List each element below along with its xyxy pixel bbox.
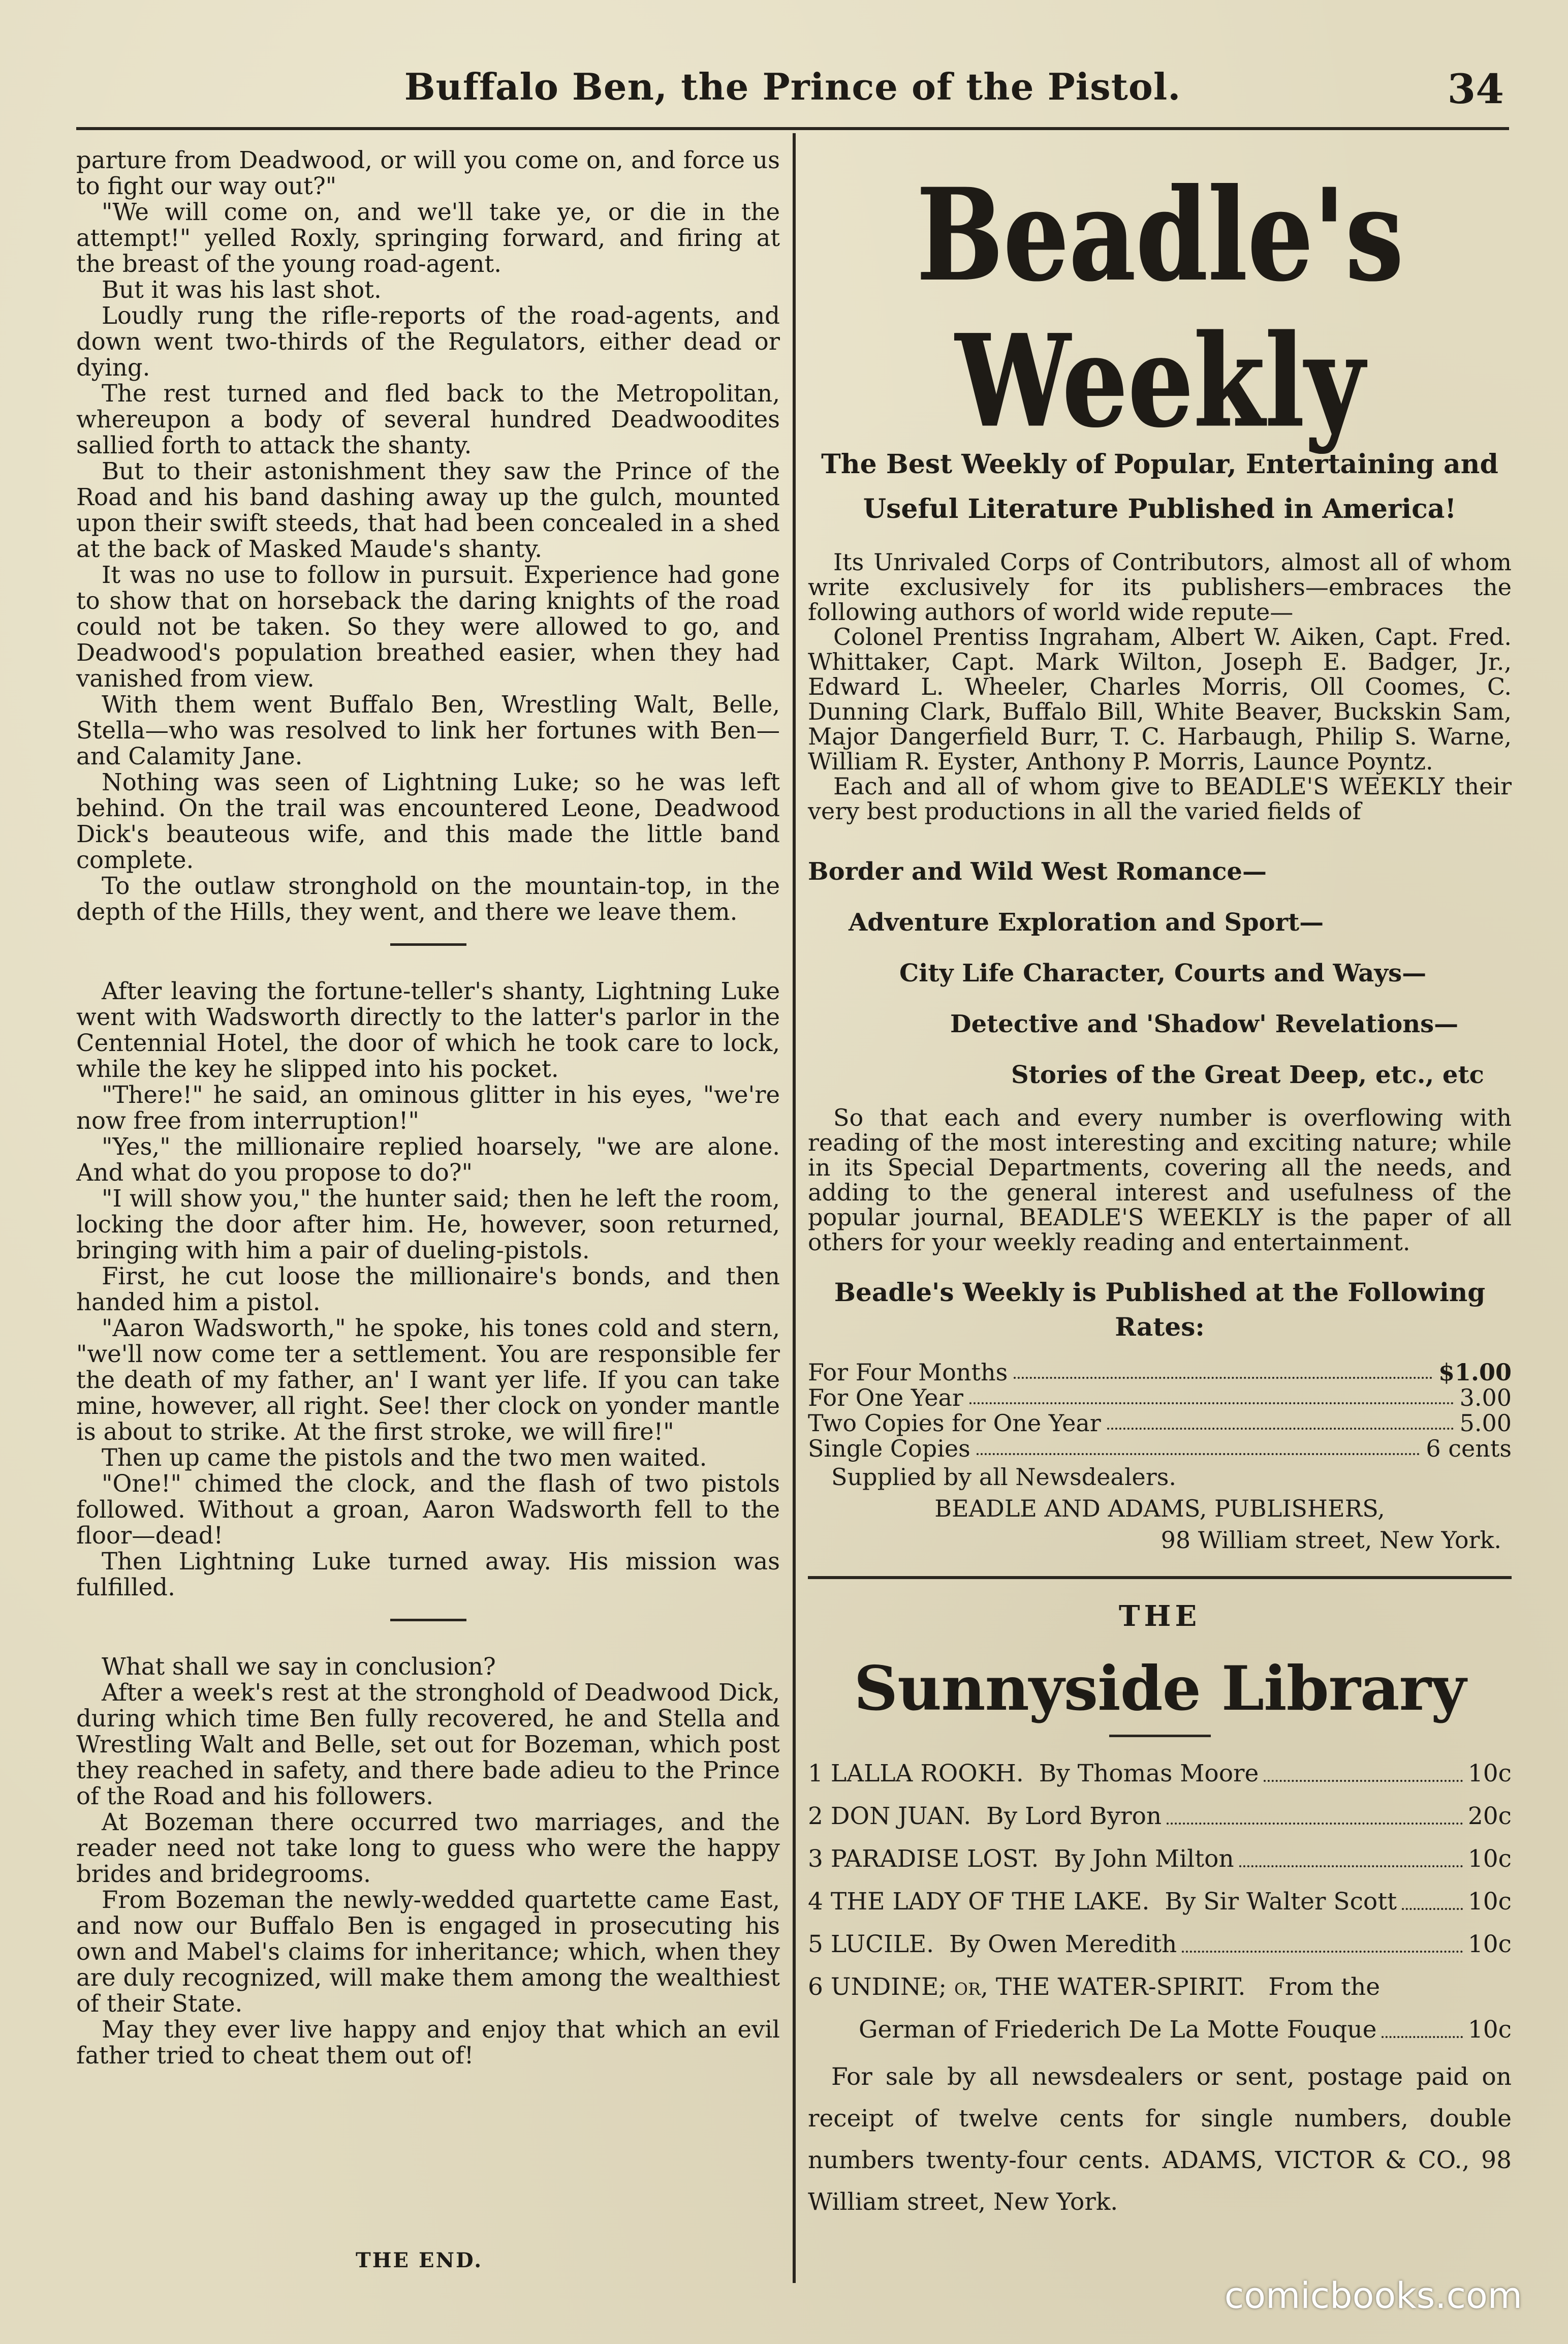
topic-line: City Life Character, Courts and Ways— (899, 959, 1427, 988)
story-paragraph: May they ever live happy and enjoy that which an evil father tried to cheat them out of! (76, 2016, 780, 2069)
item-author: From the (1268, 1973, 1381, 2001)
story-paragraph: What shall we say in conclusion? (102, 1653, 496, 1680)
library-item (808, 1923, 1512, 1966)
the-end: THE END. (356, 2248, 483, 2272)
story-paragraph: The rest turned and fled back to the Metropolitan, whereupon a body of several hundred Deadwoodites sallied forth to attack the shanty. (76, 380, 780, 459)
story-paragraph: Loudly rung the rifle-reports of the road-agents, and down went two-thirds of the Regulators, either dead or dying. (76, 302, 780, 381)
library-item (808, 1752, 1512, 1795)
ad-topics (808, 846, 1512, 1100)
column-divider (793, 133, 796, 2283)
rate-label: Single Copies (808, 1435, 970, 1462)
item-title: UNDINE; or, THE WATER-SPIRIT. (830, 1973, 1246, 2001)
item-number: 3 (808, 1845, 823, 1873)
item-author: By Thomas Moore (1039, 1760, 1259, 1787)
story-paragraph: Nothing was seen of Lightning Luke; so he was left behind. On the trail was encountered Leone, Deadwood Dick's beauteous wife, and this made the little band complete. (76, 768, 780, 874)
rate-label: For One Year (808, 1384, 963, 1411)
item-number: 6 (808, 1973, 823, 2001)
item-title: DON JUAN. (830, 1802, 971, 1830)
library-item (808, 1795, 1512, 1838)
library-item (808, 1880, 1512, 1923)
sunnyside-library-title: Sunnyside Library (854, 1653, 1466, 1724)
rate-price: $1.00 (1438, 1359, 1512, 1386)
item-price: 20c (1467, 1802, 1512, 1830)
dot-leader (1382, 2009, 1462, 2038)
ad-authors: Colonel Prentiss Ingraham, Albert W. Aiken, Capt. Fred. Whittaker, Capt. Mark Wilton, Joseph E. Badger, Jr., Edward L. Wheeler, Charles Morris, Oll Coomes, C. Dunning Clark, Buffalo Bill, White Beaver, Buckskin Sam, Major Dangerfield Burr, T. C. Harbaugh, Philip S. Warne, William R. Eyster, Anthony P. Morris, Launce Poyntz. (808, 623, 1512, 775)
item-price: 10c (1467, 1760, 1512, 1787)
story-paragraph: First, he cut loose the millionaire's bonds, and then handed him a pistol. (76, 1262, 780, 1316)
item-number: 5 (808, 1930, 823, 1958)
story-paragraph: But to their astonishment they saw the Prince of the Road and his band dashing away up the gulch, mounted upon their swift steeds, that had been concealed in a shed at the back of Masked Maude's shanty. (76, 457, 780, 563)
item-price: 10c (1467, 2016, 1512, 2044)
topic-line: Adventure Exploration and Sport— (849, 908, 1324, 937)
dot-leader (1182, 1923, 1463, 1953)
header-rule (76, 127, 1509, 130)
item-author: By Lord Byron (986, 1802, 1162, 1830)
story-paragraph: Then up came the pistols and the two men waited. (102, 1444, 707, 1471)
dot-leader (1107, 1410, 1454, 1430)
story-paragraph: It was no use to follow in pursuit. Experience had gone to show that on horseback the daring knights of the road could not be taken. So they were allowed to go, and Deadwood's population breathed easier, when they had vanished from view. (76, 561, 780, 692)
rate-row (808, 1360, 1512, 1385)
rate-row (808, 1410, 1512, 1436)
library-sale-note: For sale by all newsdealers or sent, postage paid on receipt of twelve cents for single numbers, double numbers twenty-four cents. ADAMS, VICTOR & CO., 98 William street, New York. (808, 2063, 1512, 2216)
story-paragraph: But it was his last shot. (102, 276, 382, 303)
item-title: PARADISE LOST. (830, 1845, 1039, 1873)
rate-row (808, 1436, 1512, 1461)
dot-leader (1402, 1880, 1463, 1910)
story-paragraph: At Bozeman there occurred two marriages, and the reader need not take long to guess who were the happy brides and bridegrooms. (76, 1808, 780, 1888)
item-price: 10c (1467, 1888, 1512, 1916)
topic-line: Stories of the Great Deep, etc., etc (1011, 1061, 1484, 1089)
story-paragraph: To the outlaw stronghold on the mountain-top, in the depth of the Hills, they went, and there we leave them. (76, 872, 780, 926)
dot-leader (1239, 1838, 1463, 1867)
library-item (808, 1966, 1512, 2009)
story-paragraph: parture from Deadwood, or will you come on, and force us to fight our way out?" (76, 146, 780, 200)
running-title: Buffalo Ben, the Prince of the Pistol. (404, 65, 1181, 108)
ad-tagline: The Best Weekly of Popular, Entertaining and Useful Literature Published in America! (821, 449, 1498, 525)
publisher-line: BEADLE AND ADAMS, PUBLISHERS, (934, 1495, 1385, 1522)
page-number: 34 (1447, 65, 1504, 113)
ad-separator-rule (808, 1576, 1512, 1579)
item-title: LUCILE. (830, 1930, 934, 1958)
beadles-weekly-masthead: Beadle's Weekly (916, 161, 1403, 456)
item-title: THE LADY OF THE LAKE. (830, 1888, 1150, 1916)
dot-leader (1264, 1752, 1463, 1782)
story-paragraph: Then Lightning Luke turned away. His mission was fulfilled. (76, 1548, 780, 1601)
story-paragraph: "Yes," the millionaire replied hoarsely, "we are alone. And what do you propose to do?" (76, 1133, 780, 1186)
rate-label: Two Copies for One Year (808, 1409, 1101, 1437)
publisher-address: 98 William street, New York. (1161, 1526, 1501, 1554)
rate-label: For Four Months (808, 1359, 1008, 1386)
rate-price: 5.00 (1459, 1409, 1512, 1437)
item-number: 2 (808, 1802, 823, 1830)
section-rule (390, 943, 466, 946)
item-price: 10c (1467, 1930, 1512, 1958)
ad-column (808, 147, 1512, 2247)
item-price: 10c (1467, 1845, 1512, 1873)
ad-each: Each and all of whom give to BEADLE'S WEEKLY their very best productions in all the varied fields of (808, 773, 1512, 825)
rate-price: 3.00 (1459, 1384, 1512, 1411)
story-paragraph: From Bozeman the newly-wedded quartette came East, and now our Buffalo Ben is engaged in prosecuting his own and Mabel's claims for inheritance; which, when they are duly recognized, will make them among the wealthiest of their State. (76, 1886, 780, 2017)
supplied-line: Supplied by all Newsdealers. (831, 1463, 1176, 1491)
library-rule (1109, 1735, 1211, 1737)
story-paragraph: "Aaron Wadsworth," he spoke, his tones cold and stern, "we'll now come ter a settlement. You are responsible fer the death of my father, an' I want yer life. If you can take mine, however, all right. See! ther clock on yonder mantle is about to strike. At the first stroke, we will fire!" (76, 1314, 780, 1445)
rate-price: 6 cents (1426, 1435, 1512, 1462)
library-item-continuation (808, 2009, 1512, 2051)
dot-leader (977, 1436, 1420, 1455)
item-title-continued: German of Friederich De La Motte Fouque (859, 2016, 1377, 2044)
rate-row (808, 1385, 1512, 1410)
watermark: comicbooks.com (1224, 2275, 1522, 2317)
item-author: By Sir Walter Scott (1165, 1888, 1397, 1916)
item-title: LALLA ROOKH. (830, 1760, 1024, 1787)
story-paragraph: "One!" chimed the clock, and the flash of two pistols followed. Without a groan, Aaron Wadsworth fell to the floor—dead! (76, 1470, 780, 1549)
ad-intro: Its Unrivaled Corps of Contributors, almost all of whom write exclusively for its publishers—embraces the following authors of world wide repute— (808, 548, 1512, 626)
running-header (76, 65, 1509, 131)
story-paragraph: With them went Buffalo Ben, Wrestling Walt, Belle, Stella—who was resolved to link her fortunes with Ben—and Calamity Jane. (76, 691, 780, 770)
story-column (76, 147, 780, 2069)
rates-title: Beadle's Weekly is Published at the Following Rates: (834, 1277, 1486, 1342)
dot-leader (1014, 1360, 1432, 1379)
story-paragraph: "We will come on, and we'll take ye, or die in the attempt!" yelled Roxly, springing forward, and firing at the breast of the young road-agent. (76, 198, 780, 277)
story-paragraph: "There!" he said, an ominous glitter in his eyes, "we're now free from interruption!" (76, 1081, 780, 1134)
story-paragraph: "I will show you," the hunter said; then he left the room, locking the door after him. He, however, soon returned, bringing with him a pair of dueling-pistols. (76, 1185, 780, 1264)
ad-closing: So that each and every number is overflowing with reading of the most interesting and exciting nature; while in its Special Departments, covering all the needs, and adding to the general interest and usefulness of the popular journal, BEADLE'S WEEKLY is the paper of all others for your weekly reading and entertainment. (808, 1104, 1512, 1256)
item-number: 1 (808, 1760, 823, 1787)
item-author: By Owen Meredith (949, 1930, 1177, 1958)
section-rule (390, 1619, 466, 1621)
item-number: 4 (808, 1888, 823, 1916)
topic-line: Border and Wild West Romance— (808, 857, 1267, 886)
library-item (808, 1838, 1512, 1880)
topic-line: Detective and 'Shadow' Revelations— (950, 1010, 1459, 1038)
item-author: By John Milton (1054, 1845, 1234, 1873)
story-paragraph: After a week's rest at the stronghold of Deadwood Dick, during which time Ben fully recovered, he and Stella and Wrestling Walt and Belle, set out for Bozeman, which post they reached in safety, and there bade adieu to the Prince of the Road and his followers. (76, 1679, 780, 1810)
story-paragraph: After leaving the fortune-teller's shanty, Lightning Luke went with Wadsworth directly to the latter's parlor in the Centennial Hotel, the door of which he took care to lock, while the key he slipped into his pocket. (76, 977, 780, 1083)
dot-leader (969, 1385, 1454, 1404)
library-the: THE (1118, 1599, 1201, 1633)
dot-leader (1167, 1795, 1463, 1825)
